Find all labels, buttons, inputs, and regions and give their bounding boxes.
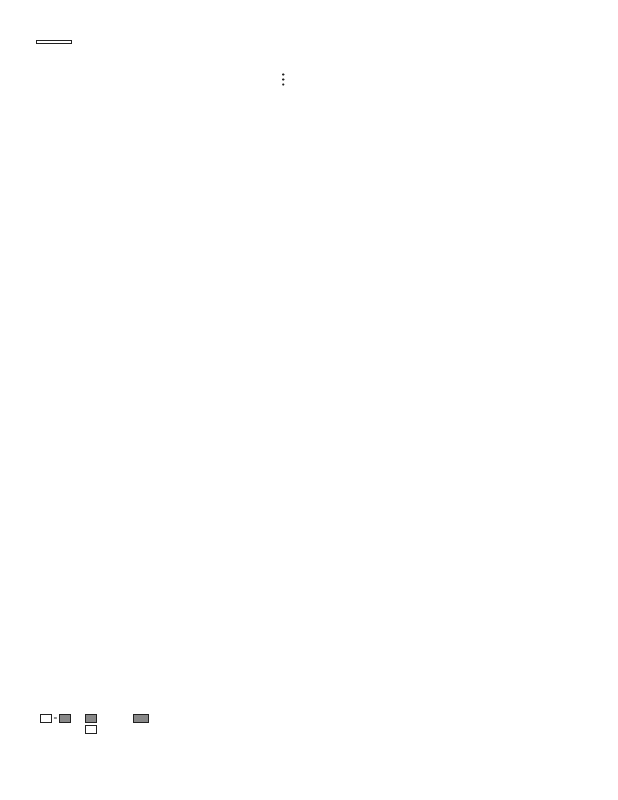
- key-symbol: [133, 714, 149, 723]
- color-b-swatch: [85, 725, 97, 734]
- blank-swatch: [40, 714, 52, 723]
- left-column: [40, 68, 270, 74]
- right-column: [282, 68, 582, 80]
- pull-loop-symbol-icon: [133, 714, 149, 723]
- key-main: =: [40, 714, 75, 723]
- header: [36, 40, 78, 44]
- grey-swatch: [59, 714, 71, 723]
- footer: [40, 772, 46, 782]
- title-box: [36, 40, 72, 44]
- chart-title: [152, 340, 156, 358]
- key-swatches: [85, 714, 97, 734]
- color-key: [40, 714, 159, 734]
- color-a-swatch: [85, 714, 97, 723]
